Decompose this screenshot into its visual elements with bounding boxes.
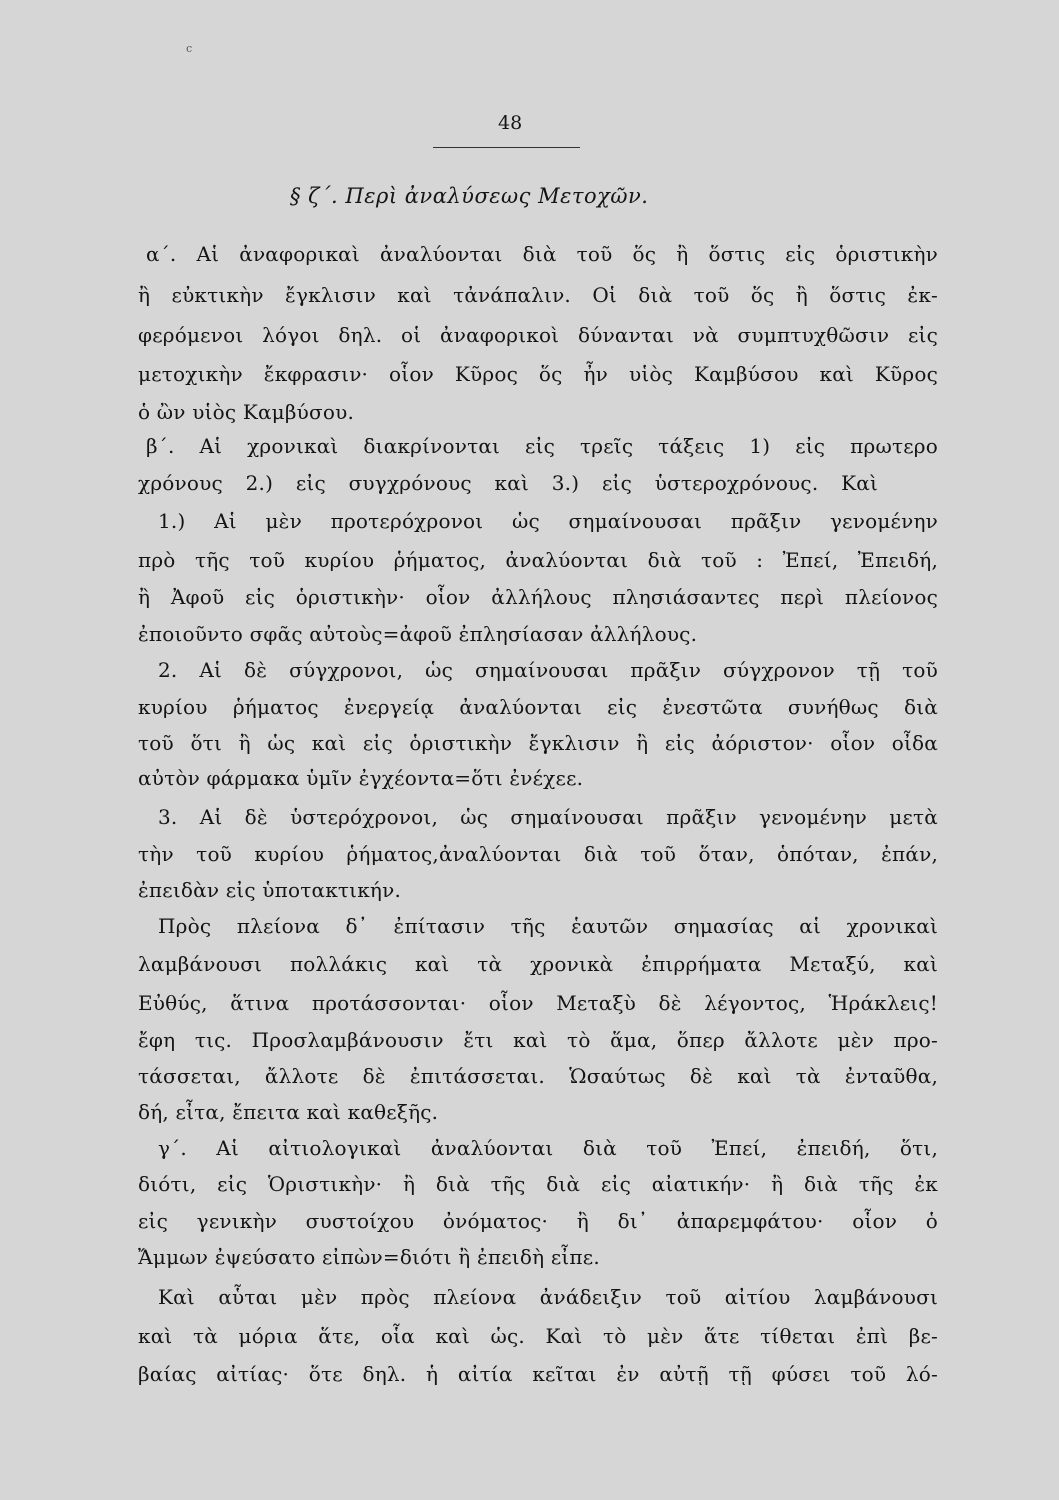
text-line: καὶ τὰ μόρια ἅτε, οἷα καὶ ὡς. Καὶ τὸ μὲν ἅτε τίθεται ἐπὶ βε- — [138, 1324, 938, 1348]
text-line: α΄. Αἱ ἀναφορικαὶ ἀναλύονται διὰ τοῦ ὅς ἢ ὅστις εἰς ὁριστικὴν — [146, 242, 938, 266]
text-line: χρόνους 2.) εἰς συγχρόνους καὶ 3.) εἰς ὑστεροχρόνους. Καὶ — [138, 471, 878, 495]
text-line: ὁ ὢν υἱὸς Καμβύσου. — [138, 400, 354, 424]
text-line: Ἄμμων ἐψεύσατο εἰπὼν=διότι ἢ ἐπειδὴ εἶπε. — [138, 1245, 600, 1269]
text-line: κυρίου ῥήματος ἐνεργείᾳ ἀναλύονται εἰς ἐνεστῶτα συνήθως διὰ — [138, 695, 938, 719]
text-line: φερόμενοι λόγοι δηλ. οἱ ἀναφορικοὶ δύνανται νὰ συμπτυχθῶσιν εἰς — [138, 323, 938, 347]
text-line: β΄. Αἱ χρονικαὶ διακρίνονται εἰς τρεῖς τάξεις 1) εἰς πρωτερο — [146, 434, 938, 458]
text-line: διότι, εἰς Ὁριστικὴν· ἢ διὰ τῆς διὰ εἰς αἰατικήν· ἢ διὰ τῆς ἐκ — [138, 1172, 938, 1196]
text-line: βαίας αἰτίας· ὅτε δηλ. ἡ αἰτία κεῖται ἐν αὐτῇ τῇ φύσει τοῦ λό- — [138, 1362, 938, 1386]
text-line: αὐτὸν φάρμακα ὑμῖν ἐγχέοντα=ὅτι ἐνέχεε. — [138, 766, 584, 790]
text-line: ἢ εὐκτικὴν ἔγκλισιν καὶ τἀνάπαλιν. Οἱ διὰ τοῦ ὅς ἢ ὅστις ἐκ- — [138, 283, 938, 307]
text-line: Πρὸς πλείονα δ᾽ ἐπίτασιν τῆς ἑαυτῶν σημασίας αἱ χρονικαὶ — [158, 914, 938, 938]
section-heading: § ζ΄. Περὶ ἀναλύσεως Μετοχῶν. — [290, 184, 649, 208]
text-line: τὴν τοῦ κυρίου ῥήματος,ἀναλύονται διὰ τοῦ ὅταν, ὁπόταν, ἐπάν, — [138, 842, 938, 866]
text-line: εἰς γενικὴν συστοίχου ὀνόματος· ἢ δι᾽ ἀπαρεμφάτου· οἷον ὁ — [138, 1209, 938, 1233]
text-line: γ΄. Αἱ αἰτιολογικαὶ ἀναλύονται διὰ τοῦ Ἐπεί, ἐπειδή, ὅτι, — [158, 1136, 938, 1160]
header-rule — [433, 147, 580, 148]
page-number: 48 — [498, 112, 523, 134]
text-line: 3. Αἱ δὲ ὑστερόχρονοι, ὡς σημαίνουσαι πρᾶξιν γενομένην μετὰ — [158, 805, 938, 829]
text-line: 2. Αἱ δὲ σύγχρονοι, ὡς σημαίνουσαι πρᾶξιν σύγχρονον τῇ τοῦ — [158, 658, 938, 682]
text-line: λαμβάνουσι πολλάκις καὶ τὰ χρονικὰ ἐπιρρήματα Μεταξύ, καὶ — [138, 952, 938, 976]
text-line: ἐποιοῦντο σφᾶς αὐτοὺς=ἀφοῦ ἐπλησίασαν ἀλλήλους. — [138, 622, 698, 646]
text-line: ἐπειδὰν εἰς ὑποτακτικήν. — [138, 878, 402, 902]
text-line: 1.) Αἱ μὲν προτερόχρονοι ὡς σημαίνουσαι πρᾶξιν γενομένην — [158, 509, 938, 533]
text-line: δή, εἶτα, ἔπειτα καὶ καθεξῆς. — [138, 1100, 439, 1124]
text-line: τάσσεται, ἄλλοτε δὲ ἐπιτάσσεται. Ὡσαύτως δὲ καὶ τὰ ἐνταῦθα, — [138, 1064, 938, 1088]
text-line: ἔφη τις. Προσλαμβάνουσιν ἔτι καὶ τὸ ἅμα, ὅπερ ἄλλοτε μὲν προ- — [138, 1028, 938, 1052]
text-line: Καὶ αὗται μὲν πρὸς πλείονα ἀνάδειξιν τοῦ αἰτίου λαμβάνουσι — [158, 1285, 938, 1309]
text-line: μετοχικὴν ἔκφρασιν· οἷον Κῦρος ὅς ἦν υἱὸς Καμβύσου καὶ Κῦρος — [138, 362, 938, 386]
text-line: τοῦ ὅτι ἢ ὡς καὶ εἰς ὁριστικὴν ἔγκλισιν ἢ εἰς ἀόριστον· οἷον οἶδα — [138, 731, 938, 755]
stray-mark: c — [186, 42, 193, 55]
text-line: πρὸ τῆς τοῦ κυρίου ῥήματος, ἀναλύονται διὰ τοῦ : Ἐπεί, Ἐπειδή, — [138, 548, 938, 572]
text-line: Εὐθύς, ἅτινα προτάσσονται· οἷον Μεταξὺ δὲ λέγοντος, Ἡράκλεις! — [138, 991, 938, 1015]
text-line: ἢ Ἀφοῦ εἰς ὁριστικὴν· οἷον ἀλλήλους πλησιάσαντες περὶ πλείονος — [138, 585, 938, 609]
